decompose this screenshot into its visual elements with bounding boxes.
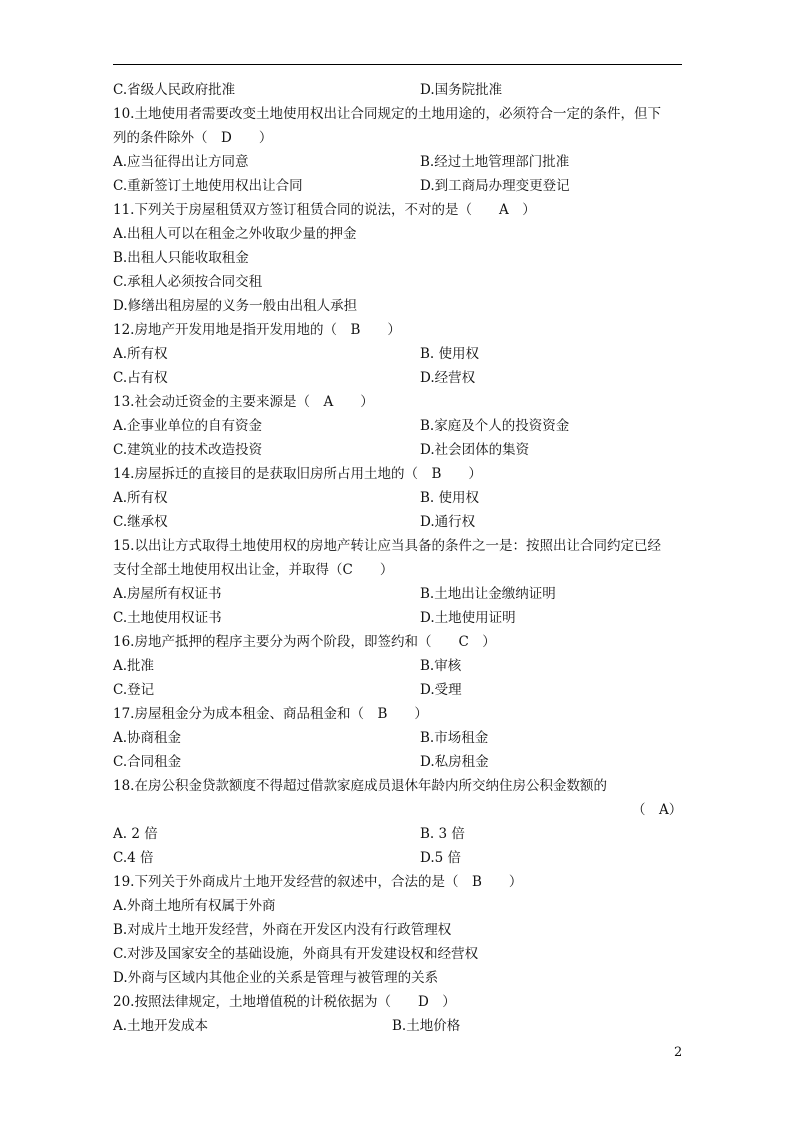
option-right: D.到工商局办理变更登记 bbox=[420, 178, 570, 194]
option-left: A.所有权 bbox=[113, 490, 168, 506]
text-line: A.出租人可以在租金之外收取少量的押金 bbox=[113, 226, 357, 242]
text-line: 15.以出让方式取得土地使用权的房地产转让应当具备的条件之一是：按照出让合同约定已经 bbox=[113, 538, 661, 554]
option-right: B.土地价格 bbox=[392, 1018, 461, 1034]
text-line: A.外商土地所有权属于外商 bbox=[113, 898, 276, 914]
text-line: 11.下列关于房屋租赁双方签订租赁合同的说法，不对的是（ A ） bbox=[113, 202, 536, 218]
option-right: B.家庭及个人的投资资金 bbox=[420, 418, 570, 434]
option-left: C.继承权 bbox=[113, 514, 168, 530]
option-right: D.土地使用证明 bbox=[420, 610, 516, 626]
option-left: C.土地使用权证书 bbox=[113, 610, 222, 626]
text-line: 13.社会动迁资金的主要来源是（ A ） bbox=[113, 394, 374, 410]
option-right: D.社会团体的集资 bbox=[420, 442, 530, 458]
answer-line: （ A） bbox=[632, 802, 683, 818]
option-right: D.5 倍 bbox=[420, 850, 462, 866]
text-line: 20.按照法律规定，土地增值税的计税依据为（ D ） bbox=[113, 994, 456, 1010]
text-line: D.外商与区域内其他企业的关系是管理与被管理的关系 bbox=[113, 970, 439, 986]
text-line: 18.在房公积金贷款额度不得超过借款家庭成员退休年龄内所交纳住房公积金数额的 bbox=[113, 778, 607, 794]
text-line: 支付全部土地使用权出让金，并取得（C ） bbox=[113, 562, 394, 578]
text-line: 19.下列关于外商成片土地开发经营的叙述中，合法的是（ B ） bbox=[113, 874, 523, 890]
text-line: D.修缮出租房屋的义务一般由出租人承担 bbox=[113, 298, 358, 314]
text-line: 列的条件除外（ D ） bbox=[113, 130, 273, 146]
text-line: 12.房地产开发用地是指开发用地的（ B ） bbox=[113, 322, 401, 338]
option-right: B.经过土地管理部门批准 bbox=[420, 154, 570, 170]
option-left: C.登记 bbox=[113, 682, 155, 698]
option-left: C.重新签订土地使用权出让合同 bbox=[113, 178, 303, 194]
option-left: C.省级人民政府批准 bbox=[113, 82, 236, 98]
option-left: A.企事业单位的自有资金 bbox=[113, 418, 263, 434]
option-left: C.建筑业的技术改造投资 bbox=[113, 442, 263, 458]
text-line: 17.房屋租金分为成本租金、商品租金和（ B ） bbox=[113, 706, 428, 722]
header-rule bbox=[113, 64, 682, 65]
option-left: A.批准 bbox=[113, 658, 155, 674]
option-left: A.所有权 bbox=[113, 346, 168, 362]
option-left: A.土地开发成本 bbox=[113, 1018, 209, 1034]
option-right: B.土地出让金缴纳证明 bbox=[420, 586, 556, 602]
option-right: B. 使用权 bbox=[420, 490, 480, 506]
option-right: D.国务院批准 bbox=[420, 82, 503, 98]
option-left: A.应当征得出让方同意 bbox=[113, 154, 249, 170]
option-right: B. 使用权 bbox=[420, 346, 480, 362]
option-right: B.市场租金 bbox=[420, 730, 489, 746]
text-line: C.承租人必须按合同交租 bbox=[113, 274, 263, 290]
text-line: B.对成片土地开发经营，外商在开发区内没有行政管理权 bbox=[113, 922, 452, 938]
option-left: A. 2 倍 bbox=[113, 826, 158, 842]
text-line: 14.房屋拆迁的直接目的是获取旧房所占用土地的（ B ） bbox=[113, 466, 482, 482]
option-right: B.审核 bbox=[420, 658, 462, 674]
text-line: C.对涉及国家安全的基础设施，外商具有开发建设权和经营权 bbox=[113, 946, 479, 962]
option-left: A.房屋所有权证书 bbox=[113, 586, 222, 602]
option-right: D.经营权 bbox=[420, 370, 476, 386]
option-right: D.通行权 bbox=[420, 514, 476, 530]
option-right: B. 3 倍 bbox=[420, 826, 465, 842]
text-line: 16.房地产抵押的程序主要分为两个阶段，即签约和（ C ） bbox=[113, 634, 496, 650]
option-right: D.受理 bbox=[420, 682, 462, 698]
option-left: C.占有权 bbox=[113, 370, 168, 386]
option-right: D.私房租金 bbox=[420, 754, 489, 770]
option-left: C.4 倍 bbox=[113, 850, 154, 866]
option-left: A.协商租金 bbox=[113, 730, 182, 746]
option-left: C.合同租金 bbox=[113, 754, 182, 770]
text-line: B.出租人只能收取租金 bbox=[113, 250, 249, 266]
text-line: 10.土地使用者需要改变土地使用权出让合同规定的土地用途的，必须符合一定的条件，但下 bbox=[113, 106, 661, 122]
page-number: 2 bbox=[674, 1045, 683, 1060]
